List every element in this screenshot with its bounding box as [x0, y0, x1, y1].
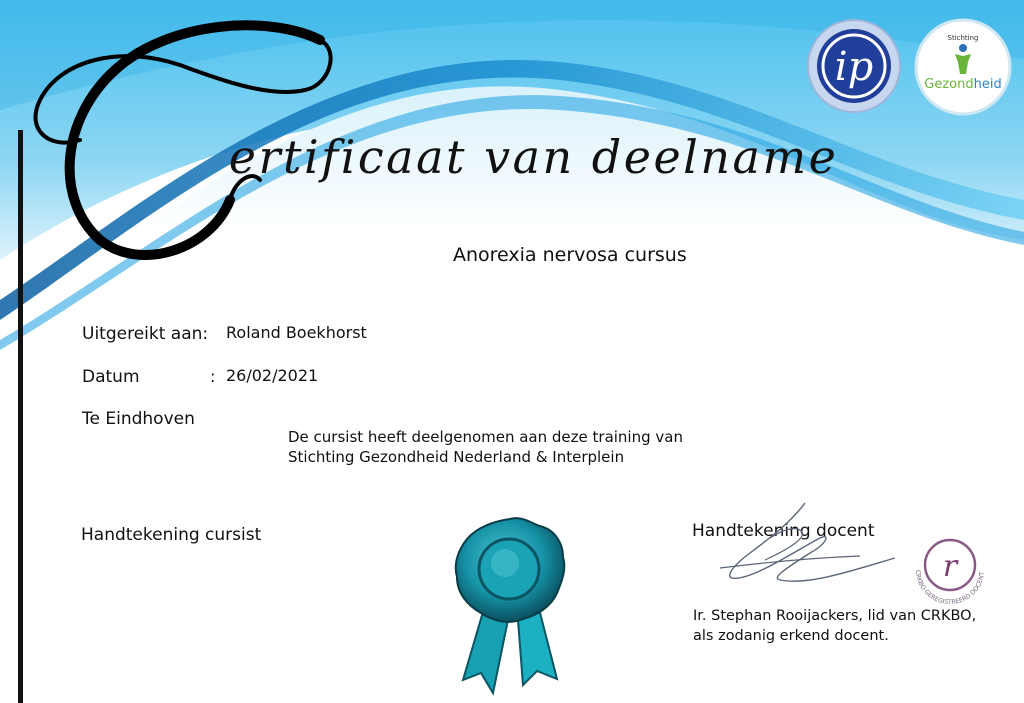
teacher-line-2: als zodanig erkend docent.: [693, 628, 889, 644]
ip-logo-text: ip: [834, 44, 874, 90]
description: [288, 427, 683, 467]
interplein-logo: [806, 18, 902, 114]
crkbo-registered-stamp: [905, 525, 995, 615]
stichting-gezondheid-logo: [914, 18, 1012, 116]
date-separator: :: [210, 367, 216, 386]
description-line-1: De cursist heeft deelgenomen aan deze training van: [288, 428, 683, 446]
signature-student-label: Handtekening cursist: [81, 525, 262, 545]
signature-teacher-label: Handtekening docent: [692, 521, 875, 541]
gezondheid-name-part-1: Gezond: [924, 77, 974, 92]
crkbo-letter: r: [942, 549, 958, 584]
title-text: ertificaat van deelname: [228, 130, 839, 184]
course-name: Anorexia nervosa cursus: [453, 244, 687, 266]
gezondheid-top-text: Stichting: [947, 34, 979, 42]
teacher-line-1: Ir. Stephan Rooijackers, lid van CRKBO,: [693, 608, 977, 624]
date-label: Datum: [82, 367, 140, 387]
issued-to-label: Uitgereikt aan:: [82, 324, 209, 344]
gezondheid-name-part-2: heid: [973, 77, 1002, 92]
certificate-title: [228, 130, 838, 184]
place-label: Te Eindhoven: [82, 409, 195, 429]
crkbo-ring-textpath: CRKBO GEREGISTREERD DOCENT: [913, 569, 986, 607]
teacher-signature: [710, 498, 900, 593]
issued-to-value: Roland Boekhorst: [226, 323, 367, 342]
award-seal-icon: [445, 515, 575, 703]
gezondheid-name: [924, 77, 1001, 92]
description-line-2: Stichting Gezondheid Nederland & Interplein: [288, 448, 625, 466]
date-value: 26/02/2021: [226, 366, 319, 385]
